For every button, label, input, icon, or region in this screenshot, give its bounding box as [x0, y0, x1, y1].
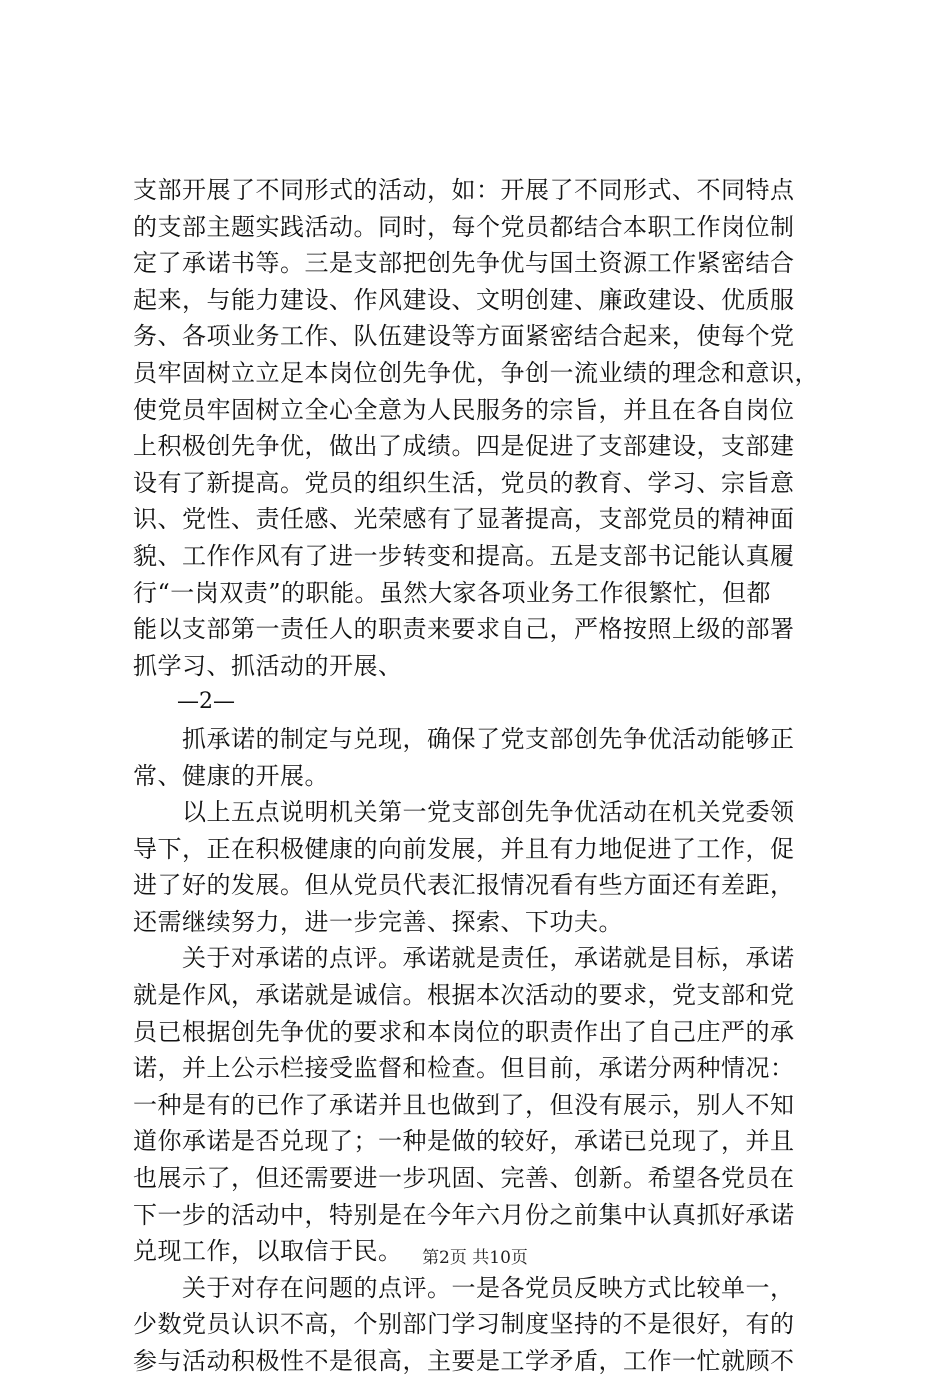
text-line: 兑现工作，以取信于民。 [133, 1237, 403, 1266]
text-line: 少数党员认识不高，个别部门学习制度坚持的不是很好，有的 [133, 1310, 795, 1339]
text-line: 关于对存在问题的点评。一是各党员反映方式比较单一， [133, 1273, 795, 1302]
text-line: 上积极创先争优，做出了成绩。四是促进了支部建设，支部建 [133, 432, 795, 461]
text-line: 能以支部第一责任人的职责来要求自己，严格按照上级的部署 [133, 615, 795, 644]
text-line: 道你承诺是否兑现了；一种是做的较好，承诺已兑现了，并且 [133, 1127, 795, 1156]
text-line: 常、健康的开展。 [133, 761, 329, 790]
text-line: 员已根据创先争优的要求和本岗位的职责作出了自己庄严的承 [133, 1017, 795, 1046]
text-line: 抓学习、抓活动的开展、 [133, 651, 403, 680]
text-line: 使党员牢固树立全心全意为人民服务的宗旨，并且在各自岗位 [133, 395, 795, 424]
text-line: 还需继续努力，进一步完善、探索、下功夫。 [133, 907, 623, 936]
text-line: 也展示了，但还需要进一步巩固、完善、创新。希望各党员在 [133, 1164, 795, 1193]
text-line: 参与活动积极性不是很高，主要是工学矛盾，工作一忙就顾不 [133, 1347, 795, 1375]
text-line: 进了好的发展。但从党员代表汇报情况看有些方面还有差距， [133, 871, 795, 900]
text-line: 支部开展了不同形式的活动，如：开展了不同形式、不同特点 [133, 176, 795, 204]
text-line: 貌、工作作风有了进一步转变和提高。五是支部书记能认真履 [133, 541, 795, 570]
text-line: 设有了新提高。党员的组织生活，党员的教育、学习、宗旨意 [133, 468, 795, 497]
text-line: 起来，与能力建设、作风建设、文明创建、廉政建设、优质服 [133, 285, 795, 314]
inline-page-marker: —2— [177, 689, 235, 715]
text-line: 定了承诺书等。三是支部把创先争优与国土资源工作紧密结合 [133, 249, 795, 278]
text-line: 员牢固树立立足本岗位创先争优，争创一流业绩的理念和意识， [133, 358, 819, 387]
text-line: 一种是有的已作了承诺并且也做到了，但没有展示，别人不知 [133, 1090, 795, 1119]
text-line: 诺，并上公示栏接受监督和检查。但目前，承诺分两种情况： [133, 1054, 795, 1083]
text-line: 抓承诺的制定与兑现，确保了党支部创先争优活动能够正 [133, 724, 795, 753]
text-line: 的支部主题实践活动。同时，每个党员都结合本职工作岗位制 [133, 212, 795, 241]
text-line: 导下，正在积极健康的向前发展，并且有力地促进了工作，促 [133, 834, 795, 863]
text-line: 行“一岗双责”的职能。虽然大家各项业务工作很繁忙，但都 [133, 578, 772, 607]
text-line: 务、各项业务工作、队伍建设等方面紧密结合起来，使每个党 [133, 322, 795, 351]
text-line: 以上五点说明机关第一党支部创先争优活动在机关党委领 [133, 798, 795, 827]
text-line: 识、党性、责任感、光荣感有了显著提高，支部党员的精神面 [133, 505, 795, 534]
page-footer: 第2页 共10页 [422, 1248, 528, 1268]
text-line: 就是作风，承诺就是诚信。根据本次活动的要求，党支部和党 [133, 981, 795, 1010]
body-text [133, 172, 843, 1380]
text-line: 下一步的活动中，特别是在今年六月份之前集中认真抓好承诺 [133, 1200, 795, 1229]
text-line: 关于对承诺的点评。承诺就是责任，承诺就是目标，承诺 [133, 944, 795, 973]
